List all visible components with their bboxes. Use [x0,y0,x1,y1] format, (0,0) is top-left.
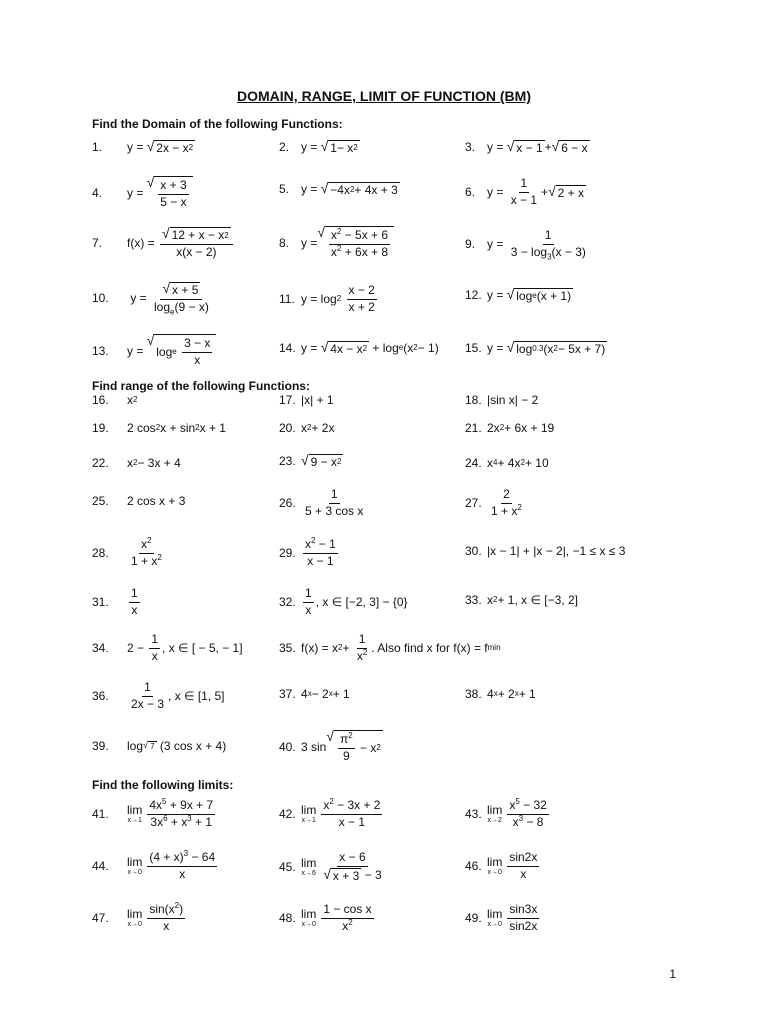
problem-26: 26. $\frac{1}{\text{5 + 3 cos x}}$ [279,487,364,518]
problem-21: 21. 2x 2 + 6x + 19 [465,421,555,435]
problem-6: 6. y = $\frac{1}{x - 1}$ + √ 2 + x [465,176,586,209]
problem-30: 30. |x − 1| + |x − 2|, −1 ≤ x ≤ 3 [465,544,626,558]
problem-27: 27. $\frac{2}{1 + x^2}$ [465,487,522,518]
problem-number: 15. [465,341,482,355]
problem-33: 33. x 2 + 1, x ∈ [−3, 2] [465,593,578,607]
problem-42: 42. lim x→1 $\frac{x^2 - 3x + 2}{x - 1}$ [279,797,381,829]
problem-number: 31. [92,595,109,610]
problem-number: 46. [465,859,482,874]
problem-39: 39. log √ 7 (3 cos x + 4) [92,740,226,752]
problem-47: 47. lim x→0 $\frac{\sin(x^2)}{x}$ [92,901,184,933]
problem-13: 13. y = √ log e $\frac{3 - x}{x}$ [92,334,216,369]
page-number: 1 [669,967,676,981]
problem-number: 11. [279,292,295,307]
problem-20: 20. x 2 + 2x [279,421,335,435]
problem-31: 31. $\frac{1}{x}$ [92,586,138,617]
problem-number: 27. [465,496,482,511]
problem-number: 41. [92,807,109,822]
problem-38: 38. 4 x + 2 x + 1 [465,687,536,701]
problem-22: 22. x 2 − 3x + 4 [92,456,181,470]
problem-24: 24. x 4 + 4x 2 + 10 [465,456,549,470]
problem-number: 18. [465,393,482,407]
problem-40: 40. 3 sin √ $\frac{\pi^2}{9}$ − x 2 [279,730,383,765]
problem-9: 9. y = $\frac{1}{3 - \log_3(x - 3)}$ [465,228,586,262]
problem-number: 14. [279,341,296,355]
problem-48: 48. lim x→0 $\frac{\text{1 − cos x}}{x^2}$ [279,902,372,933]
problem-1: 1. y = √ 2x − x 2 [92,140,195,154]
problem-number: 1. [92,140,103,154]
problem-17: 17. |x| + 1 [279,393,334,407]
problem-number: 4. [92,186,103,201]
problem-11: 11. y = log 2 $\frac{x - 2}{x + 2}$ [279,283,375,314]
problem-45: 45. lim x→6 x − 6 √ x + 3 − 3 [279,850,386,885]
problem-number: 8. [279,236,290,251]
problem-number: 2. [279,140,290,154]
problem-12: 12. y = √ log e (x + 1) [465,288,573,302]
problem-number: 3. [465,140,476,154]
problem-5: 5. y = √ −4x 2 + 4x + 3 [279,182,400,196]
problem-4: 4. y = √ $\frac{x + 3}{5 - x}$ [92,176,193,211]
problem-46: 46. lim x→0 $\frac{\sin 2x}{x}$ [465,850,538,881]
problem-18: 18. |sin x| − 2 [465,393,539,407]
problem-number: 35. [279,641,296,656]
problem-2: 2. y = √ 1− x 2 [279,140,360,154]
problem-number: 10. [92,291,109,306]
problem-number: 29. [279,546,296,561]
problem-number: 47. [92,911,109,926]
problem-10: 10. y = √ $\frac{x + 5}{\log_e(9 - x)}$ [92,281,213,316]
problem-number: 26. [279,496,296,511]
problem-32: 32. $\frac{1}{x}$ , x ∈ [−2, 3] − {0} [279,586,408,617]
problem-37: 37. 4 x − 2 x + 1 [279,687,350,701]
section-range-heading: Find range of the following Functions: [92,379,310,393]
problem-number: 9. [465,237,476,252]
problem-number: 30. [465,544,482,558]
problem-number: 25. [92,494,109,508]
section-limits-heading: Find the following limits: [92,778,234,792]
problem-number: 38. [465,687,482,701]
problem-35: 35. f(x) = x 2 + $\frac{1}{x^2}$ . Also find x for f(x) = f min [279,632,501,663]
problem-number: 6. [465,185,476,200]
problem-8: 8. y = √ $\frac{x^2 - 5x + 6}{x^2 + 6x + 8}$ [279,226,394,261]
problem-number: 43. [465,807,482,822]
problem-36: 36. $\frac{1}{2x - 3}$ , x ∈ [1, 5] [92,680,225,711]
problem-number: 19. [92,421,109,435]
problem-number: 40. [279,740,296,755]
problem-28: 28. $\frac{x^2}{1 + x^2}$ [92,536,162,568]
problem-number: 33. [465,593,482,607]
problem-number: 17. [279,393,296,407]
problem-14: 14. y = √ 4x − x 2 + log e (x 2 − 1) [279,341,439,355]
problem-number: 24. [465,456,482,470]
problem-25: 25. 2 cos x + 3 [92,494,186,508]
problem-number: 22. [92,456,109,470]
problem-number: 39. [92,739,109,753]
problem-number: 37. [279,687,296,701]
problem-23: 23. √ 9 − x 2 [279,454,343,468]
problem-number: 42. [279,807,296,822]
page-title: DOMAIN, RANGE, LIMIT OF FUNCTION (BM) [237,88,531,104]
problem-number: 13. [92,344,109,359]
problem-number: 7. [92,236,103,251]
problem-number: 23. [279,454,296,468]
problem-number: 28. [92,546,109,561]
problem-15: 15. y = √ log 0.3 (x 2 − 5x + 7) [465,341,607,355]
problem-34: 34. 2 − $\frac{1}{x}$ , x ∈ [ − 5, − 1] [92,632,243,663]
problem-number: 36. [92,689,109,704]
problem-number: 21. [465,421,482,435]
problem-16: 16. x 2 [92,393,138,407]
problem-number: 20. [279,421,296,435]
problem-number: 45. [279,860,296,875]
problem-49: 49. lim x→0 $\frac{\sin 3x}{\sin 2x}$ [465,902,538,933]
problem-number: 32. [279,595,296,610]
problem-number: 44. [92,859,109,874]
problem-number: 12. [465,288,482,302]
problem-29: 29. $\frac{x^2 - 1}{x - 1}$ [279,536,336,568]
problem-19: 19. 2 cos 2 x + sin 2 x + 1 [92,421,226,435]
problem-number: 16. [92,393,109,407]
problem-44: 44. lim x→0 $\frac{(4 + x)^3 - 64}{x}$ [92,849,216,881]
section-domain-heading: Find the Domain of the following Functions: [92,117,343,131]
problem-number: 5. [279,182,290,196]
problem-number: 48. [279,911,296,926]
problem-7: 7. f(x) = √ 12 + x − x 2 x(x − 2) [92,226,235,261]
problem-number: 34. [92,641,109,656]
problem-43: 43. lim x→2 $\frac{x^5 - 32}{x^3 - 8}$ [465,797,547,829]
problem-number: 49. [465,911,482,926]
problem-41: 41. lim x→1 $\frac{4x^5 + 9x + 7}{3x^6 + x^3 + 1}$ [92,797,214,829]
problem-3: 3. y = √ x − 1 + √ 6 − x [465,140,590,154]
